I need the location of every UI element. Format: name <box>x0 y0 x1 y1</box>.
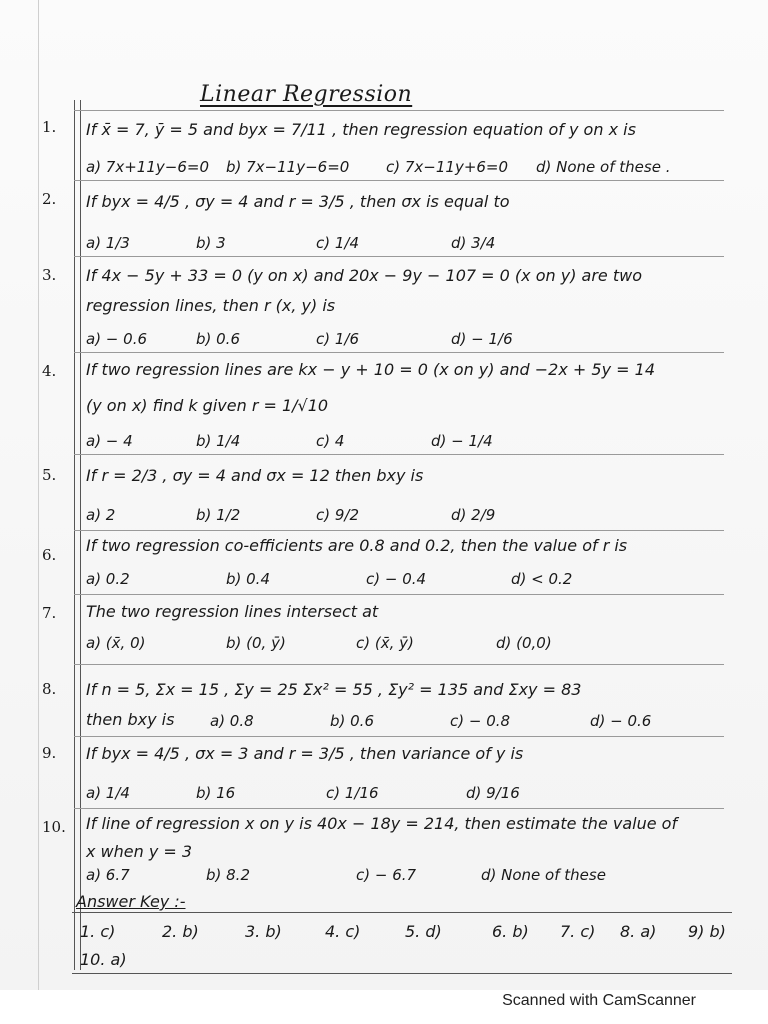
question-options <box>86 866 726 890</box>
scanner-footer <box>0 990 768 1024</box>
option-c: c) 1/16 <box>326 784 379 802</box>
option-b: b) (0, ȳ) <box>226 634 286 652</box>
answer-item: 8. a) <box>620 922 657 941</box>
option-d: d) None of these <box>481 866 606 884</box>
question-text: If byx = 4/5 , σx = 3 and r = 3/5 , then variance of y is <box>86 744 524 763</box>
option-d: d) < 0.2 <box>511 570 573 588</box>
option-c: c) 9/2 <box>316 506 360 524</box>
option-c: c) 1/6 <box>316 330 360 348</box>
option-c: c) 1/4 <box>316 234 360 252</box>
question-options <box>86 330 726 354</box>
option-b: b) 7x−11y−6=0 <box>226 158 350 176</box>
option-c: c) 7x−11y+6=0 <box>386 158 509 176</box>
answer-item: 5. d) <box>405 922 442 941</box>
rule-line <box>74 256 724 257</box>
answer-key-title: Answer Key :- <box>76 892 186 911</box>
question-number: 2. <box>42 190 57 208</box>
rule-line <box>74 530 724 531</box>
option-b: b) 1/2 <box>196 506 241 524</box>
question-number: 5. <box>42 466 57 484</box>
answer-item: 4. c) <box>325 922 361 941</box>
question-number: 8. <box>42 680 57 698</box>
option-b: b) 8.2 <box>206 866 250 884</box>
question-text: x when y = 3 <box>86 842 193 861</box>
question-options <box>86 158 726 182</box>
option-d: d) − 1/4 <box>431 432 493 450</box>
answer-item: 2. b) <box>162 922 199 941</box>
margin-line-left <box>74 100 75 970</box>
rule-line <box>74 808 724 809</box>
question-number: 10. <box>42 818 66 836</box>
question-text: If two regression co-efficients are 0.8 and 0.2, then the value of r is <box>86 536 628 555</box>
option-d: d) 3/4 <box>451 234 496 252</box>
option-d: d) 2/9 <box>451 506 496 524</box>
option-b: b) 0.6 <box>330 712 374 730</box>
option-d: d) − 1/6 <box>451 330 513 348</box>
answer-item: 3. b) <box>245 922 282 941</box>
option-d: d) − 0.6 <box>590 712 652 730</box>
answer-item: 10. a) <box>80 950 127 969</box>
question-options <box>86 432 726 456</box>
question-text: The two regression lines intersect at <box>86 602 379 621</box>
question-number: 3. <box>42 266 57 284</box>
option-c: c) − 0.8 <box>450 712 511 730</box>
question-text: If byx = 4/5 , σy = 4 and r = 3/5 , then σx is equal to <box>86 192 510 211</box>
rule-line <box>74 110 724 111</box>
question-options <box>86 634 726 658</box>
question-options <box>86 234 726 258</box>
option-b: b) 16 <box>196 784 236 802</box>
option-a: a) 7x+11y−6=0 <box>86 158 209 176</box>
option-b: b) 0.4 <box>226 570 270 588</box>
option-a: a) 2 <box>86 506 116 524</box>
question-options <box>86 506 726 530</box>
question-text: If r = 2/3 , σy = 4 and σx = 12 then bxy is <box>86 466 424 485</box>
option-a: a) 6.7 <box>86 866 130 884</box>
margin-line-right <box>80 100 81 970</box>
option-d: d) 9/16 <box>466 784 520 802</box>
question-text: If two regression lines are kx − y + 10 = 0 (x on y) and −2x + 5y = 14 <box>86 360 655 379</box>
question-options <box>86 570 726 594</box>
scanner-watermark: Scanned with CamScanner <box>502 992 696 1009</box>
option-d: d) None of these . <box>536 158 671 176</box>
page-edge-line <box>38 0 40 990</box>
rule-line <box>74 736 724 737</box>
option-d: d) (0,0) <box>496 634 552 652</box>
option-c: c) − 0.4 <box>366 570 427 588</box>
page-title: Linear Regression <box>200 82 413 107</box>
answer-item: 6. b) <box>492 922 529 941</box>
rule-line <box>74 454 724 455</box>
question-text: If n = 5, Σx = 15 , Σy = 25 Σx² = 55 , Σy² = 135 and Σxy = 83 <box>86 680 582 699</box>
option-a: a) 1/4 <box>86 784 130 802</box>
rule-line <box>74 594 724 595</box>
answer-item: 7. c) <box>560 922 596 941</box>
option-b: b) 0.6 <box>196 330 240 348</box>
option-a: a) 0.8 <box>210 712 254 730</box>
option-a: a) 0.2 <box>86 570 130 588</box>
question-text: If x̄ = 7, ȳ = 5 and byx = 7/11 , then regression equation of y on x is <box>86 120 636 139</box>
option-b: b) 1/4 <box>196 432 241 450</box>
question-text: (y on x) find k given r = 1/√10 <box>86 396 329 415</box>
option-b: b) 3 <box>196 234 226 252</box>
option-a: a) 1/3 <box>86 234 130 252</box>
question-text: If 4x − 5y + 33 = 0 (y on x) and 20x − 9y − 107 = 0 (x on y) are two <box>86 266 642 285</box>
question-number: 4. <box>42 362 57 380</box>
question-text: If line of regression x on y is 40x − 18y = 214, then estimate the value of <box>86 814 678 833</box>
question-number: 9. <box>42 744 57 762</box>
question-text: regression lines, then r (x, y) is <box>86 296 336 315</box>
question-options <box>86 784 726 808</box>
answer-item: 1. c) <box>80 922 116 941</box>
option-c: c) 4 <box>316 432 345 450</box>
rule-line <box>74 664 724 665</box>
question-number: 6. <box>42 546 57 564</box>
option-a: a) (x̄, 0) <box>86 634 146 652</box>
question-number: 7. <box>42 604 57 622</box>
option-a: a) − 4 <box>86 432 133 450</box>
rule-line <box>74 352 724 353</box>
rule-line <box>74 180 724 181</box>
question-number: 1. <box>42 118 57 136</box>
answer-item: 9) b) <box>688 922 726 941</box>
option-a: a) − 0.6 <box>86 330 148 348</box>
option-c: c) − 6.7 <box>356 866 417 884</box>
option-c: c) (x̄, ȳ) <box>356 634 414 652</box>
question-options <box>210 712 710 736</box>
question-text: then bxy is <box>86 710 175 729</box>
